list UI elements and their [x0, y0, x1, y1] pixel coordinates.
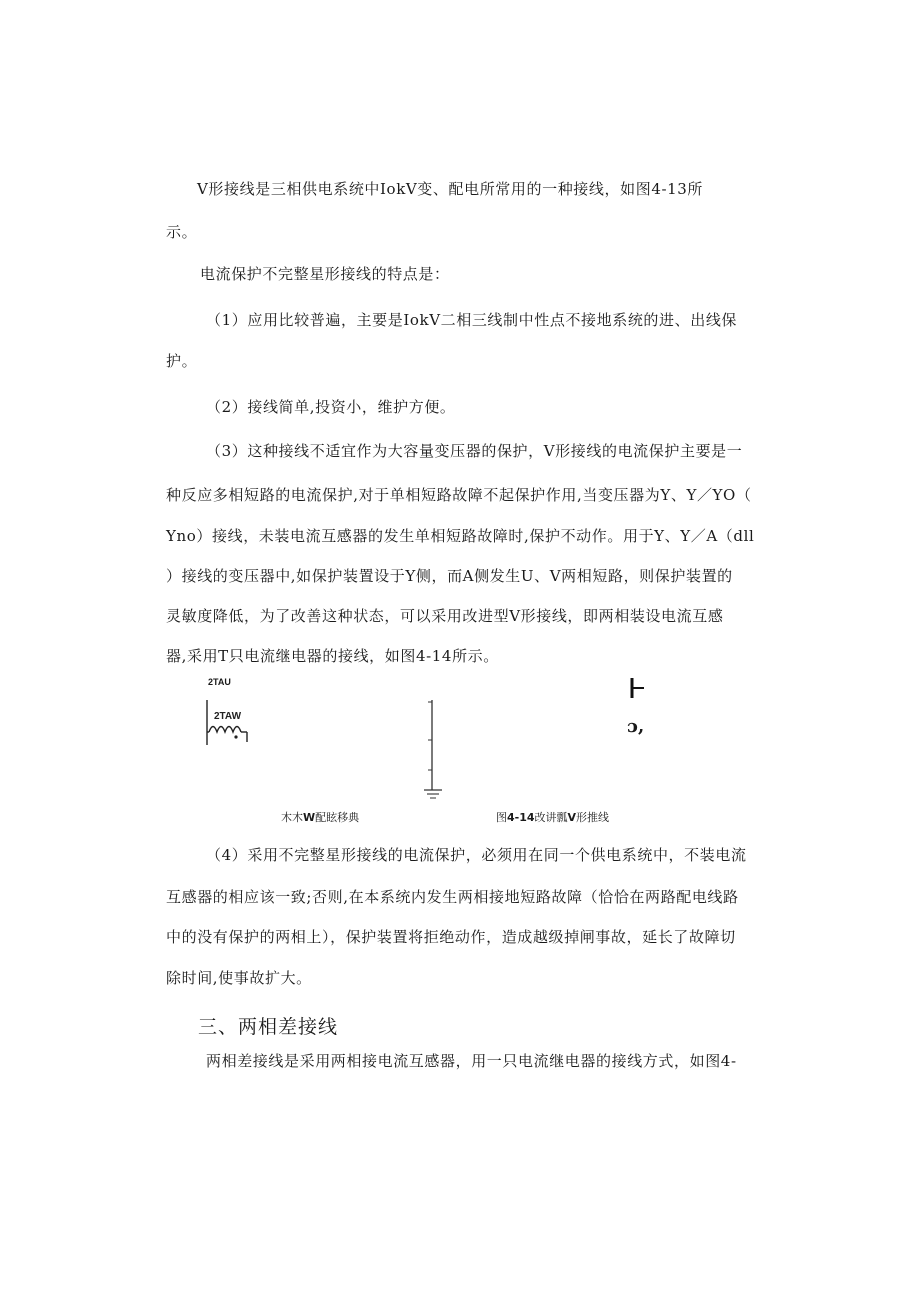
paragraph-5-line-5: 灵敏度降低，为了改善这种状态，可以采用改进型V形接线，即两相装设电流互感 [166, 607, 724, 625]
paragraph-6-line-4: 除时间,使事故扩大。 [166, 969, 312, 987]
paragraph-6-line-1: （4）采用不完整星形接线的电流保护，必须用在同一个供电系统中，不装电流 [206, 846, 747, 864]
paragraph-1-line-1: V形接线是三相供电系统中IokV变、配电所常用的一种接线，如图4-13所 [197, 180, 704, 198]
figure-caption-right: 图4-14改讲瓢V形推线 [496, 811, 610, 824]
paragraph-4-line-1: （2）接线简单,投资小，维护方便。 [206, 398, 456, 416]
figure-caption-left: 木木W配眩移典 [281, 811, 360, 824]
paragraph-7-line-1: 两相差接线是采用两相接电流互感器，用一只电流继电器的接线方式，如图4- [206, 1052, 737, 1070]
paragraph-6-line-3: 中的没有保护的两相上），保护装置将拒绝动作，造成越级掉闸事故，延长了故障切 [166, 928, 736, 946]
paragraph-3-line-1: （1）应用比较普遍，主要是IokV二相三线制中性点不接地系统的进、出线保 [206, 311, 738, 329]
paragraph-3-line-2: 护。 [166, 352, 198, 370]
paragraph-5-line-3: Yno）接线，未装电流互感器的发生单相短路故障时,保护不动作。用于Y、Y／A（dll [166, 527, 755, 545]
current-transformer-diagram [203, 697, 263, 747]
relay-circuit-line [420, 698, 450, 808]
coil-label-2taw: 2TAW [214, 711, 242, 722]
paragraph-5-line-4: ）接线的变压器中,如保护装置设于Y侧，而A侧发生U、V两相短路，则保护装置的 [166, 567, 733, 585]
terminal-glyph: ɔ, [627, 716, 645, 737]
paragraph-5-line-2: 种反应多相短路的电流保护,对于单相短路故障不起保护作用,当变压器为Y、Y／YO（ [166, 486, 752, 504]
paragraph-2-line-1: 电流保护不完整星形接线的特点是： [200, 265, 450, 283]
paragraph-6-line-2: 互感器的相应该一致;否则,在本系统内发生两相接地短路故障（恰恰在两路配电线路 [166, 888, 739, 906]
paragraph-5-line-1: （3）这种接线不适宜作为大容量变压器的保护，V形接线的电流保护主要是一 [206, 442, 743, 460]
terminal-symbol [624, 676, 648, 716]
paragraph-5-line-6: 器,采用T只电流继电器的接线，如图4-14所示。 [166, 647, 499, 665]
paragraph-1-line-2: 示。 [166, 223, 198, 241]
figure-label-2tau: 2TAU [208, 677, 231, 687]
section-heading: 三、两相差接线 [198, 1016, 339, 1038]
